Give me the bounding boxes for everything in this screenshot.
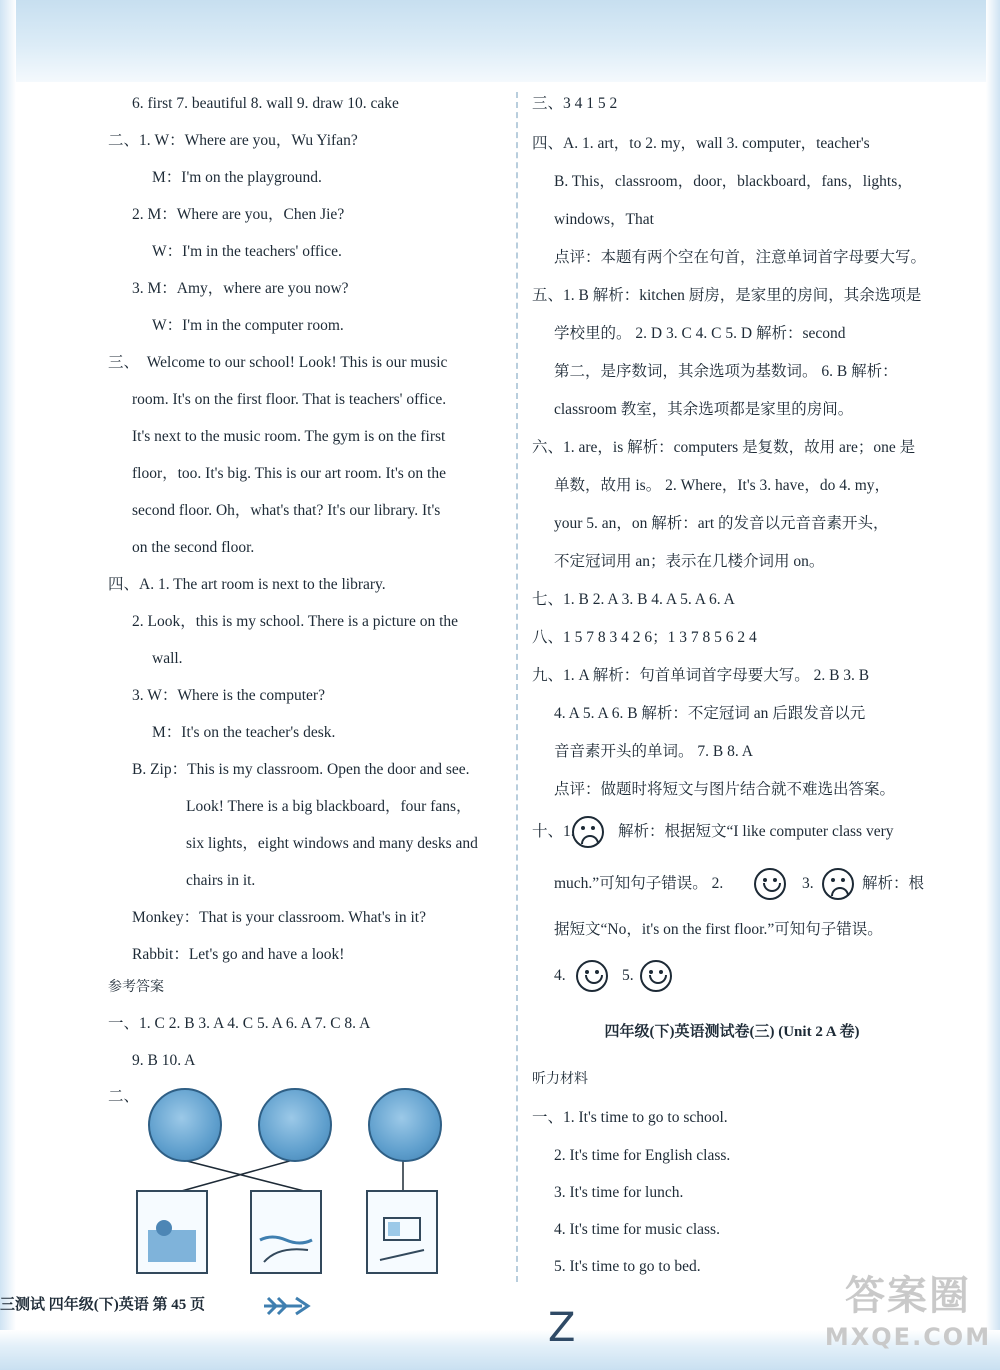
figure-label: 二、 [108, 1088, 140, 1105]
classroom-picture-icon [366, 1190, 438, 1274]
text-line: 十、1. [532, 823, 575, 840]
text-line: 五、1. B 解析：kitchen 厨房，是家里的房间，其余选项是 [532, 287, 922, 304]
text-line: 6. first 7. beautiful 8. wall 9. draw 10. cake [132, 95, 399, 112]
text-line: 3. M：Amy，where are you now? [132, 280, 349, 297]
text-line: It's next to the music room. The gym is on the first [132, 428, 446, 445]
text-line: 点评：本题有两个空在句首，注意单词首字母要大写。 [554, 249, 927, 266]
text-line: much.”可知句子错误。 2. [554, 875, 724, 892]
sad-face-icon [572, 816, 604, 848]
section-heading: 参考答案 [108, 980, 164, 995]
watermark-logo-text: 答案圈 [845, 1273, 971, 1319]
text-line: floor，too. It's big. This is our art room. It's on the [132, 465, 446, 482]
text-line: 4. A 5. A 6. B 解析：不定冠词 an 后跟发音以元 [554, 705, 866, 722]
text-line: Look! There is a big blackboard，four fans， [186, 798, 472, 815]
text-line: 六、1. are，is 解析：computers 是复数，故用 are；one 是 [532, 439, 916, 456]
text-line: 5. It's time to go to bed. [554, 1258, 701, 1275]
text-line: B. This，classroom，door，blackboard，fans，lights， [554, 173, 913, 190]
site-watermark [820, 1270, 996, 1366]
section-heading: 听力材料 [532, 1072, 588, 1087]
text-line: 解析：根 [862, 875, 925, 892]
text-line: on the second floor. [132, 539, 255, 556]
text-line: Monkey：That is your classroom. What's in it? [132, 909, 426, 926]
smile-face-icon [576, 960, 608, 992]
text-line: 七、1. B 2. A 3. B 4. A 5. A 6. A [532, 591, 735, 608]
text-line: 2. It's time for English class. [554, 1147, 731, 1164]
text-line: 二、1. W：Where are you，Wu Yifan? [108, 132, 358, 149]
text-line: 学校里的。 2. D 3. C 4. C 5. D 解析：second [554, 325, 846, 342]
text-line: 2. M：Where are you，Chen Jie? [132, 206, 345, 223]
text-line: six lights，eight windows and many desks and [186, 835, 478, 852]
text-line: Rabbit：Let's go and have a look! [132, 946, 345, 963]
text-line: second floor. Oh，what's that? It's our library. It's [132, 502, 441, 519]
text-line: 九、1. A 解析：句首单词首字母要大写。 2. B 3. B [532, 667, 870, 684]
text-line: 9. B 10. A [132, 1052, 196, 1069]
text-line: 3. W：Where is the computer? [132, 687, 325, 704]
page-left-border [0, 0, 16, 1370]
text-line: 4. [554, 967, 566, 984]
text-line: 一、1. C 2. B 3. A 4. C 5. A 6. A 7. C 8. A [108, 1015, 371, 1032]
text-line: W：I'm in the computer room. [152, 317, 344, 334]
text-line: 3. [802, 875, 814, 892]
text-line: M：I'm on the playground. [152, 169, 322, 186]
text-line: 单数，故用 is。 2. Where，It's 3. have，do 4. my， [554, 477, 890, 494]
smile-face-icon [754, 868, 786, 900]
column-divider [516, 92, 518, 1282]
text-line: wall. [152, 650, 183, 667]
text-line: 三、3 4 1 5 2 [532, 95, 618, 112]
text-line: classroom 教室，其余选项都是家里的房间。 [554, 401, 854, 418]
text-line: 据短文“No，it's on the first floor.”可知句子错误。 [554, 921, 883, 938]
person-circle-icon [258, 1088, 332, 1162]
text-line: 3. It's time for lunch. [554, 1184, 684, 1201]
page-footer: 三测试 四年级(下)英语 第 45 页 [0, 1297, 205, 1313]
matching-figure [108, 1080, 508, 1280]
arrow-icon [262, 1294, 312, 1318]
person-circle-icon [148, 1088, 222, 1162]
text-line: 四、A. 1. The art room is next to the library. [108, 576, 386, 593]
text-line: 第二，是序数词，其余选项为基数词。 6. B 解析： [554, 363, 898, 380]
text-line: 4. It's time for music class. [554, 1221, 720, 1238]
text-line: B. Zip：This is my classroom. Open the door and see. [132, 761, 470, 778]
text-line: your 5. an，on 解析：art 的发音以元音音素开头， [554, 515, 889, 532]
text-line: 2. Look，this is my school. There is a picture on the [132, 613, 459, 630]
text-line: room. It's on the first floor. That is teachers' office. [132, 391, 447, 408]
text-line: 不定冠词用 an；表示在几楼介词用 on。 [554, 553, 825, 570]
smile-face-icon [640, 960, 672, 992]
page-right-border [986, 0, 1000, 1370]
text-line: chairs in it. [186, 872, 256, 889]
text-line: M：It's on the teacher's desk. [152, 724, 336, 741]
text-line: 5. [622, 967, 634, 984]
text-line: 三、 Welcome to our school! Look! This is our music [108, 354, 448, 371]
text-line: 四、A. 1. art，to 2. my，wall 3. computer，teacher's [532, 135, 870, 152]
pool-picture-icon [250, 1190, 322, 1274]
text-line: 八、1 5 7 8 3 4 2 6；1 3 7 8 5 6 2 4 [532, 629, 757, 646]
playground-picture-icon [136, 1190, 208, 1274]
person-circle-icon [368, 1088, 442, 1162]
test-title: 四年级(下)英语测试卷(三) (Unit 2 A 卷) [604, 1024, 860, 1040]
text-line: windows，That [554, 211, 654, 228]
sad-face-icon [822, 868, 854, 900]
text-line: 解析：根据短文“I like computer class very [618, 823, 894, 840]
watermark-url: MXQE.COM [824, 1323, 992, 1351]
page-top-border [0, 0, 1000, 82]
text-line: 音音素开头的单词。 7. B 8. A [554, 743, 753, 760]
text-line: 点评：做题时将短文与图片结合就不难选出答案。 [554, 781, 896, 798]
text-line: W：I'm in the teachers' office. [152, 243, 342, 260]
handwritten-mark: Z [548, 1305, 576, 1351]
text-line: 一、1. It's time to go to school. [532, 1109, 728, 1126]
